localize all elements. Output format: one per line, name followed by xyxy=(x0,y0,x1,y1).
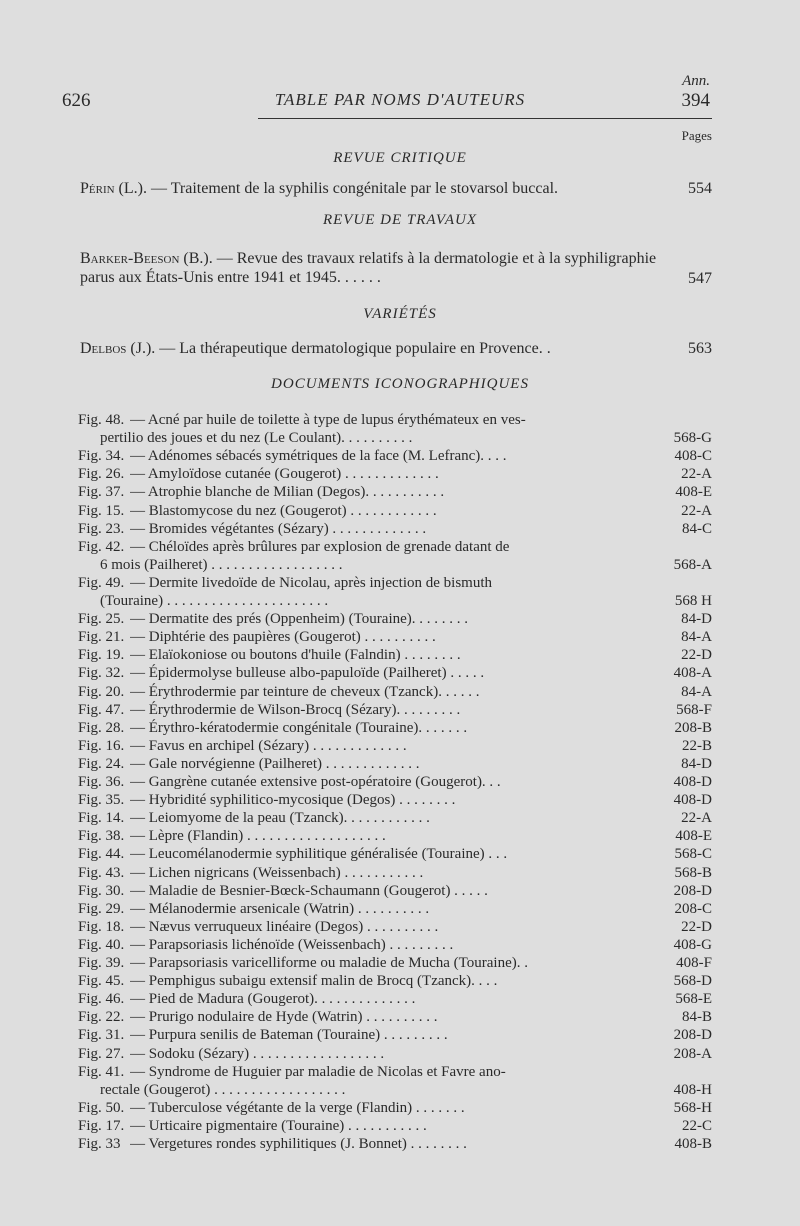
figure-page: 208-D xyxy=(673,1027,712,1044)
figure-label: Fig. 25. xyxy=(78,611,125,628)
figure-label: Fig. 49. xyxy=(78,574,125,591)
figure-entry xyxy=(78,609,712,629)
figure-entry xyxy=(78,700,712,720)
figure-page: 22-D xyxy=(681,647,712,664)
figure-label: Fig. 30. xyxy=(78,882,125,899)
figure-page: 408-D xyxy=(673,774,712,790)
entry-page: 554 xyxy=(688,180,712,197)
figure-label: Fig. 39. xyxy=(78,955,125,971)
entry-text: — Traitement de la syphilis congénitale par le stovarsol buccal. xyxy=(151,180,559,197)
figure-entry xyxy=(78,736,712,756)
figure-entry xyxy=(78,844,712,864)
entry-author: Delbos (J.). xyxy=(80,340,156,357)
figure-label: Fig. 16. xyxy=(78,737,125,754)
figure-label: Fig. 23. xyxy=(78,520,125,537)
figure-label: Fig. 27. xyxy=(78,1045,125,1062)
figure-entry xyxy=(78,627,712,647)
figure-entry xyxy=(78,899,712,919)
figure-description: — Érythrodermie par teinture de cheveux (Tzanck). . . . . . xyxy=(130,683,480,700)
figure-page: 568-H xyxy=(673,1099,712,1116)
figure-entry xyxy=(78,953,712,973)
figure-page: 22-D xyxy=(681,918,712,935)
figure-entry xyxy=(78,790,712,810)
entry-delbos xyxy=(80,340,712,359)
figure-page: 408-A xyxy=(673,665,712,682)
figure-entry xyxy=(78,410,712,430)
figure-entry xyxy=(78,754,712,774)
figure-label: Fig. 48. xyxy=(78,412,125,428)
figure-entry xyxy=(78,863,712,883)
figure-description: — Elaïokoniose ou boutons d'huile (Falndin) . . . . . . . . xyxy=(130,647,461,664)
page-number: 626 xyxy=(62,90,91,111)
entry-page: 563 xyxy=(688,340,712,357)
figure-description: — Épidermolyse bulleuse albo-papuloïde (Pailheret) . . . . . xyxy=(130,665,485,682)
header-annotation: Ann. xyxy=(682,73,710,89)
figure-label: Fig. 41. xyxy=(78,1063,125,1080)
figure-entry xyxy=(78,1044,712,1064)
figure-entry xyxy=(78,1116,712,1136)
figure-description-continued: pertilio des joues et du nez (Le Coulant). . . . . . . . . . xyxy=(100,430,413,447)
figure-entry xyxy=(78,501,712,521)
entry-text: — Revue des travaux relatifs à la dermatologie et à la syphiligraphie parus aux États-Unis entre 1941 et 1945. . . . . . xyxy=(80,250,657,286)
figure-description: — Parapsoriasis varicelliforme ou maladie de Mucha (Touraine). . xyxy=(130,955,528,971)
figure-label: Fig. 47. xyxy=(78,701,125,718)
figure-entry xyxy=(78,772,712,792)
figure-entry xyxy=(78,663,712,683)
figure-page: 568-D xyxy=(673,973,712,990)
figure-page: 22-A xyxy=(681,502,712,519)
figure-description: — Dermatite des prés (Oppenheim) (Touraine). . . . . . . . xyxy=(130,611,469,628)
figure-label: Fig. 15. xyxy=(78,502,125,519)
figure-entry xyxy=(78,682,712,702)
figure-entry xyxy=(78,989,712,1009)
section-title-documents-iconographiques: DOCUMENTS ICONOGRAPHIQUES xyxy=(271,376,529,392)
figure-label: Fig. 40. xyxy=(78,936,125,953)
figure-label: Fig. 18. xyxy=(78,918,125,935)
figure-label: Fig. 20. xyxy=(78,683,125,700)
entry-author: Barker-Beeson (B.). xyxy=(80,250,213,267)
figure-description: — Acné par huile de toilette à type de lupus érythémateux en ves- xyxy=(130,412,526,428)
figure-label: Fig. 14. xyxy=(78,810,125,827)
figure-description: — Gale norvégienne (Pailheret) . . . . . . . . . . . . . xyxy=(130,755,420,772)
figure-page: 22-A xyxy=(681,466,712,483)
figure-entry xyxy=(78,808,712,828)
figure-page: 84-C xyxy=(682,520,712,537)
figure-page: 568-F xyxy=(676,701,712,718)
figure-entry xyxy=(78,645,712,665)
figure-page: 208-D xyxy=(673,882,712,899)
figure-page: 408-F xyxy=(676,955,712,971)
figure-description: — Vergetures rondes syphilitiques (J. Bonnet) . . . . . . . . xyxy=(130,1136,467,1152)
figure-description: — Sodoku (Sézary) . . . . . . . . . . . . . . . . . . xyxy=(130,1045,385,1062)
figure-description: — Diphtérie des paupières (Gougerot) . . . . . . . . . . xyxy=(130,629,436,646)
volume-number: 394 xyxy=(681,90,710,111)
figure-entry xyxy=(78,537,712,557)
figure-entry xyxy=(78,935,712,955)
figure-description: — Chéloïdes après brûlures par explosion de grenade datant de xyxy=(130,538,510,555)
figure-description: — Pemphigus subaigu extensif malin de Brocq (Tzanck). . . . xyxy=(130,973,498,990)
header-rule xyxy=(258,118,712,119)
figure-label: Fig. 24. xyxy=(78,755,125,772)
figure-entry xyxy=(78,718,712,738)
figure-description: — Maladie de Besnier-Bœck-Schaumann (Gougerot) . . . . . xyxy=(130,882,488,899)
figure-description: — Adénomes sébacés symétriques de la face (M. Lefranc). . . . xyxy=(130,448,507,465)
figure-description: — Hybridité syphilitico-mycosique (Degos) . . . . . . . . xyxy=(130,792,456,809)
figure-label: Fig. 19. xyxy=(78,647,125,664)
figure-label: Fig. 33 xyxy=(78,1136,121,1152)
figure-label: Fig. 37. xyxy=(78,484,125,501)
figure-entry xyxy=(78,1098,712,1118)
figure-description: — Favus en archipel (Sézary) . . . . . . . . . . . . . xyxy=(130,737,407,754)
entry-perin xyxy=(80,180,712,199)
figure-page: 408-G xyxy=(673,936,712,953)
figure-entry xyxy=(78,917,712,937)
figure-label: Fig. 44. xyxy=(78,846,125,863)
figure-page: 408-C xyxy=(674,448,712,465)
figure-description: — Gangrène cutanée extensive post-opératoire (Gougerot). . . xyxy=(130,774,501,790)
figure-page: 22-C xyxy=(682,1117,712,1134)
figure-page: 568-C xyxy=(674,846,712,863)
figure-entry xyxy=(78,1025,712,1045)
figure-description: — Nævus verruqueux linéaire (Degos) . . . . . . . . . . xyxy=(130,918,439,935)
figure-description: — Bromides végétantes (Sézary) . . . . . . . . . . . . . xyxy=(130,520,427,537)
figure-description: — Mélanodermie arsenicale (Watrin) . . . . . . . . . . xyxy=(130,900,430,917)
figure-label: Fig. 26. xyxy=(78,466,125,483)
figure-description: — Lèpre (Flandin) . . . . . . . . . . . . . . . . . . . xyxy=(130,828,386,845)
figure-description: — Dermite livedoïde de Nicolau, après injection de bismuth xyxy=(130,574,492,591)
figure-description: — Leiomyome de la peau (Tzanck). . . . . . . . . . . . xyxy=(130,810,430,827)
figure-label: Fig. 28. xyxy=(78,719,125,736)
figure-entry xyxy=(78,519,712,539)
figure-label: Fig. 32. xyxy=(78,665,125,682)
figure-description: — Pied de Madura (Gougerot). . . . . . . . . . . . . . xyxy=(130,991,416,1008)
figure-description: — Prurigo nodulaire de Hyde (Watrin) . . . . . . . . . . xyxy=(130,1009,438,1026)
figure-label: Fig. 21. xyxy=(78,629,125,646)
figure-page: 568-G xyxy=(673,430,712,447)
figure-entry-continuation xyxy=(78,555,712,575)
figure-description: — Syndrome de Huguier par maladie de Nicolas et Favre ano- xyxy=(130,1063,506,1080)
entry-text: — La thérapeutique dermatologique populaire en Provence. . xyxy=(159,340,551,357)
entry-barker-beeson-page-row xyxy=(80,269,712,288)
figure-description: — Lichen nigricans (Weissenbach) . . . . . . . . . . . xyxy=(130,864,424,881)
figure-page: 84-A xyxy=(681,629,712,646)
figure-description: — Érythro-kératodermie congénitale (Touraine). . . . . . . xyxy=(130,719,468,736)
figure-description: — Urticaire pigmentaire (Touraine) . . . . . . . . . . . xyxy=(130,1117,427,1134)
figure-page: 408-E xyxy=(675,484,712,501)
entry-author: Périn (L.). xyxy=(80,180,147,197)
figure-page: 208-C xyxy=(674,900,712,917)
section-title-revue-de-travaux: REVUE DE TRAVAUX xyxy=(322,212,478,228)
figure-label: Fig. 43. xyxy=(78,864,125,881)
figure-page: 84-B xyxy=(682,1009,712,1026)
figure-page: 208-A xyxy=(673,1045,712,1062)
figure-description-continued: 6 mois (Pailheret) . . . . . . . . . . . . . . . . . . xyxy=(100,556,343,573)
figure-page: 22-A xyxy=(681,810,712,827)
section-title-varietes: VARIÉTÉS xyxy=(363,306,437,322)
figure-label: Fig. 42. xyxy=(78,538,125,555)
figure-entry xyxy=(78,826,712,846)
section-title-revue-critique: REVUE CRITIQUE xyxy=(333,150,467,166)
figure-entry xyxy=(78,1134,712,1154)
figure-entry-continuation xyxy=(78,428,712,448)
figure-page: 208-B xyxy=(674,719,712,736)
figure-page: 568-E xyxy=(675,991,712,1008)
figure-page: 568-A xyxy=(673,556,712,573)
figure-label: Fig. 36. xyxy=(78,774,125,790)
figure-label: Fig. 35. xyxy=(78,792,125,809)
figure-description: — Atrophie blanche de Milian (Degos). . . . . . . . . . . xyxy=(130,484,445,501)
figure-label: Fig. 38. xyxy=(78,828,125,845)
figure-description: — Parapsoriasis lichénoïde (Weissenbach) . . . . . . . . . xyxy=(130,936,454,953)
figure-page: 568-B xyxy=(674,864,712,881)
figure-entry xyxy=(78,971,712,991)
page-title: TABLE PAR NOMS D'AUTEURS xyxy=(274,90,526,109)
figure-entry xyxy=(78,446,712,466)
figure-description: — Purpura senilis de Bateman (Touraine) . . . . . . . . . xyxy=(130,1027,448,1044)
figure-entry xyxy=(78,573,712,593)
figure-page: 84-A xyxy=(681,683,712,700)
entry-page: 547 xyxy=(688,269,712,287)
figure-description: — Leucomélanodermie syphilitique généralisée (Touraine) . . . xyxy=(130,846,508,863)
figure-entry xyxy=(78,464,712,484)
figure-entry xyxy=(78,881,712,901)
figure-page: 408-H xyxy=(673,1081,712,1098)
figure-page: 22-B xyxy=(682,737,712,754)
figure-page: 408-E xyxy=(675,828,712,845)
figure-label: Fig. 29. xyxy=(78,900,125,917)
figure-description-continued: (Touraine) . . . . . . . . . . . . . . . . . . . . . . xyxy=(100,593,329,609)
figure-page: 408-D xyxy=(673,792,712,809)
figure-entry xyxy=(78,482,712,502)
pages-column-label: Pages xyxy=(681,128,712,143)
figure-description: — Tuberculose végétante de la verge (Flandin) . . . . . . . xyxy=(130,1099,465,1116)
figure-description: — Amyloïdose cutanée (Gougerot) . . . . . . . . . . . . . xyxy=(130,466,439,483)
figure-label: Fig. 50. xyxy=(78,1099,125,1116)
figure-entry-continuation xyxy=(78,1080,712,1100)
figure-page: 84-D xyxy=(681,755,712,772)
figure-entry xyxy=(78,1007,712,1027)
figure-description-continued: rectale (Gougerot) . . . . . . . . . . . . . . . . . . xyxy=(100,1081,346,1098)
figure-label: Fig. 31. xyxy=(78,1027,125,1044)
figure-page: 568 H xyxy=(674,593,712,609)
figure-page: 84-D xyxy=(681,611,712,628)
figure-entry-continuation xyxy=(78,591,712,611)
figure-description: — Blastomycose du nez (Gougerot) . . . . . . . . . . . . xyxy=(130,502,437,519)
figure-label: Fig. 34. xyxy=(78,448,125,465)
figure-page: 408-B xyxy=(674,1136,712,1152)
figure-label: Fig. 22. xyxy=(78,1009,125,1026)
figure-description: — Érythrodermie de Wilson-Brocq (Sézary). . . . . . . . . xyxy=(130,701,461,718)
figure-label: Fig. 45. xyxy=(78,973,125,990)
figure-label: Fig. 46. xyxy=(78,991,125,1008)
figure-label: Fig. 17. xyxy=(78,1117,125,1134)
figure-entry xyxy=(78,1062,712,1082)
